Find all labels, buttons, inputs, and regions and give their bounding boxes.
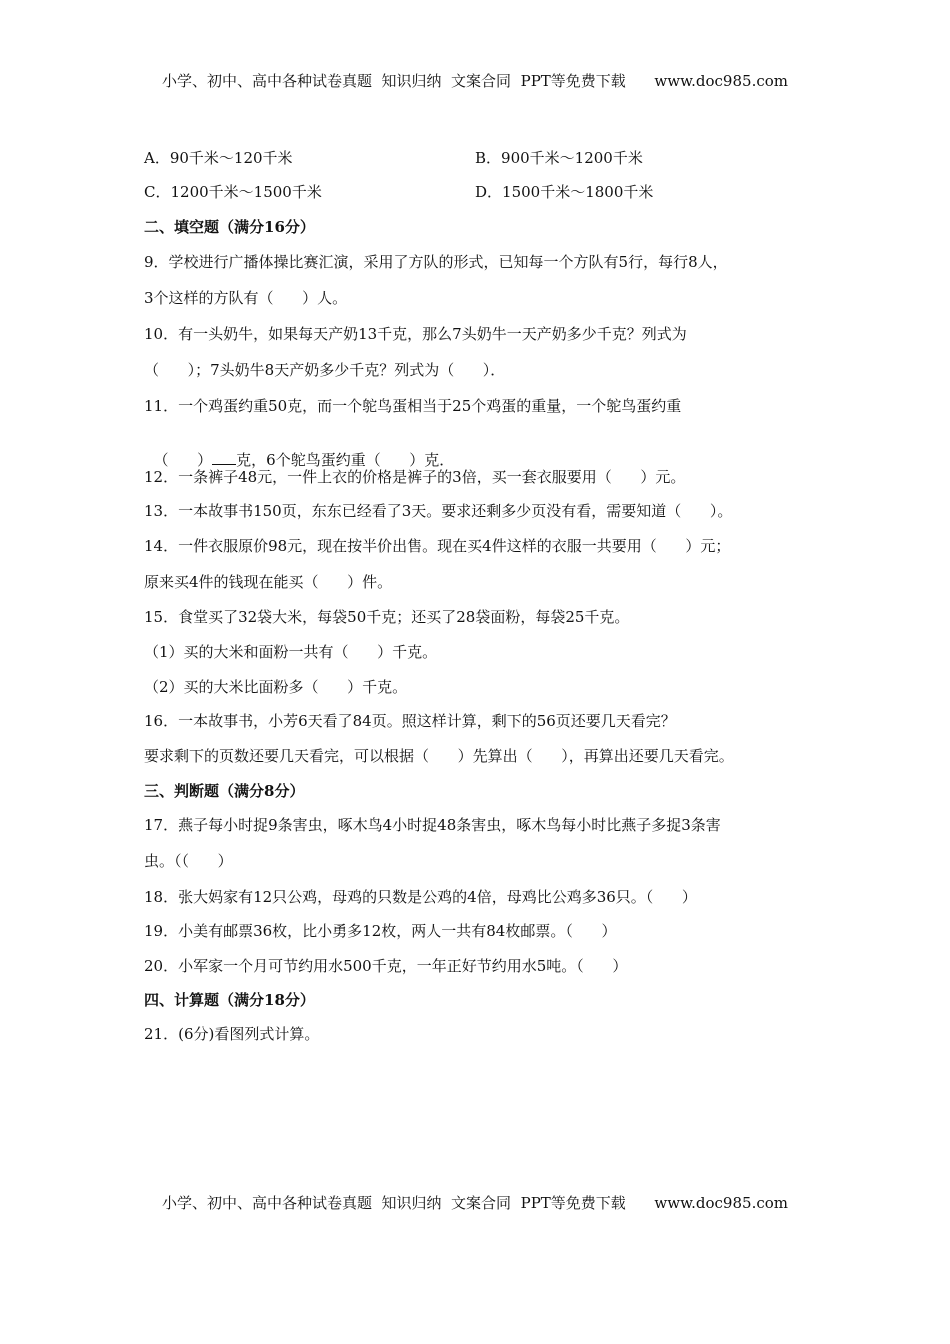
- question-13: 13．一本故事书150页，东东已经看了3天。要求还剩多少页没有看，需要知道（ ）。: [144, 502, 733, 520]
- question-15-part-1: （1）买的大米和面粉一共有（ ）千克。: [144, 643, 438, 661]
- question-10-line-2: （ ）；7头奶牛8天产奶多少千克？列式为（ ）．: [144, 361, 506, 379]
- option-a: A．90千米～120千米: [144, 149, 293, 167]
- section-judgement-title: 三、判断题（满分8分）: [144, 782, 305, 800]
- question-10-line-1: 10．有一头奶牛，如果每天产奶13千克，那么7头奶牛一天产奶多少千克？列式为: [144, 325, 687, 343]
- question-17-line-1: 17．燕子每小时捉9条害虫，啄木鸟4小时捉48条害虫，啄木鸟每小时比燕子多捉3条害: [144, 816, 721, 834]
- question-9-line-1: 9．学校进行广播体操比赛汇演，采用了方队的形式，已知每一个方队有5行，每行8人，: [144, 253, 728, 271]
- question-16-line-2: 要求剩下的页数还要几天看完，可以根据（ ）先算出（ ），再算出还要几天看完。: [144, 747, 734, 765]
- option-b: B．900千米～1200千米: [475, 149, 643, 167]
- page-footer: 小学、初中、高中各种试卷真题 知识归纳 文案合同 PPT等免费下载 www.doc985.com: [161, 1194, 788, 1212]
- question-16-line-1: 16．一本故事书，小芳6天看了84页。照这样计算，剩下的56页还要几天看完？: [144, 712, 676, 730]
- question-14-line-1: 14．一件衣服原价98元，现在按半价出售。现在买4件这样的衣服一共要用（ ）元；: [144, 537, 731, 555]
- page-header: 小学、初中、高中各种试卷真题 知识归纳 文案合同 PPT等免费下载 www.doc985.com: [161, 72, 788, 90]
- question-14-line-2: 原来买4件的钱现在能买（ ）件。: [144, 573, 393, 591]
- option-c: C．1200千米～1500千米: [144, 183, 322, 201]
- question-17-line-2: 虫。（（ ）: [144, 852, 233, 870]
- question-11-blank-paren: （ ）: [153, 451, 213, 469]
- question-15: 15．食堂买了32袋大米，每袋50千克；还买了28袋面粉，每袋25千克。: [144, 608, 630, 626]
- section-fill-in-title: 二、填空题（满分16分）: [144, 218, 315, 236]
- question-15-part-2: （2）买的大米比面粉多（ ）千克。: [144, 678, 408, 696]
- section-calculation-title: 四、计算题（满分18分）: [144, 991, 315, 1009]
- question-11-line-1: 11．一个鸡蛋约重50克，而一个鸵鸟蛋相当于25个鸡蛋的重量，一个鸵鸟蛋约重: [144, 397, 682, 415]
- question-11-line-2: [144, 431, 454, 470]
- question-11-underline-blank: [212, 452, 236, 465]
- question-11-rest: 克，6个鸵鸟蛋约重（ ）克．: [236, 451, 455, 469]
- question-12: 12．一条裤子48元，一件上衣的价格是裤子的3倍，买一套衣服要用（ ）元。: [144, 468, 686, 486]
- option-d: D．1500千米～1800千米: [475, 183, 654, 201]
- question-9-line-2: 3个这样的方队有（ ）人。: [144, 289, 348, 307]
- question-20: 20．小军家一个月可节约用水500千克，一年正好节约用水5吨。（ ）: [144, 957, 628, 975]
- question-19: 19．小美有邮票36枚，比小勇多12枚，两人一共有84枚邮票。（ ）: [144, 922, 617, 940]
- question-21: 21．(6分)看图列式计算。: [144, 1025, 320, 1043]
- question-18: 18．张大妈家有12只公鸡，母鸡的只数是公鸡的4倍，母鸡比公鸡多36只。（ ）: [144, 888, 697, 906]
